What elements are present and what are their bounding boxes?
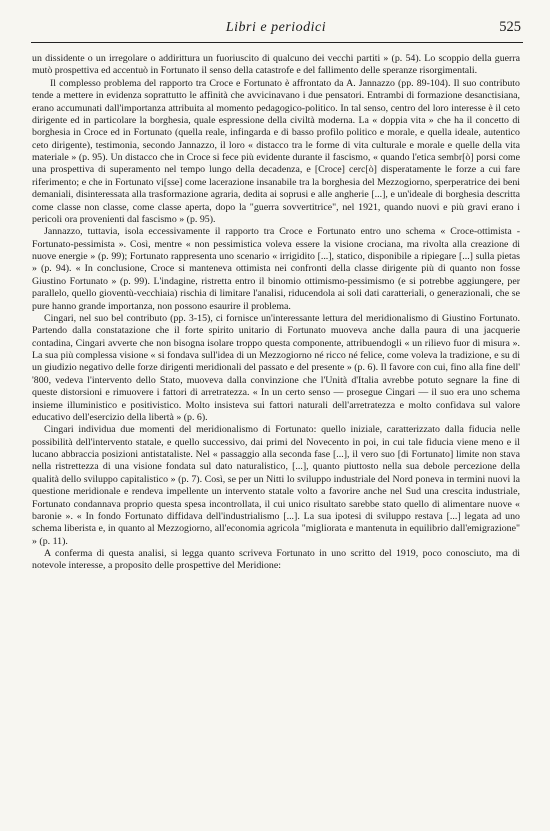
running-title: Libri e periodici bbox=[225, 20, 327, 35]
paragraph-2: Il complesso problema del rapporto tra Croce e Fortunato è affrontato da A. Jannazzo (pp. 89-104). Il suo contributo tende a mettere in evidenza soprattutto le affinità che avvicinavano i due pensatori. Entrambi di formazione desanctisiana, erano accumunati dall'importanza attribuita al momento pedagogico-politico. In tal senso, centro del loro interesse è il ceto dirigente ed in particolare la borghesia, quale espressione della civiltà moderna. La « doppia vita » che ha il concetto di borghesia in Croce ed in Fortunato (quella reale, infingarda e di basso profilo politico e morale, e quella ideale, autentico ceto dirigente), testimonia, secondo Jannazzo, il loro « distacco tra le forme di vita culturale e morale e quelle della vita materiale » (p. 95). Un distacco che in Croce si fece più evidente durante il fascismo, « quando l'etica sembr[ò] porsi come una prospettiva di superamento nel tempo lungo della decadenza, e [Croce] cerc[ò] disperatamente le forze a cui fare riferimento; e che in Fortunato vi[sse] come lacerazione insanabile tra la borghesia del Mezzogiorno, sperperatrice dei beni demaniali, disinteressata alla trasformazione agraria, dedita ai soprusi e alle angherie [...], e un'ideale di borghesia descritta come classe non classe, come classe aperta, dopo la "guerra sovvertitrice", nel 1921, quando nuovi e più gravi erano i pericoli ora provenienti dal fascismo » (p. 95). bbox=[32, 77, 520, 225]
page-number: 525 bbox=[499, 19, 521, 35]
page-header bbox=[31, 14, 521, 40]
paragraph-3: Jannazzo, tuttavia, isola eccessivamente il rapporto tra Croce e Fortunato entro uno schema « Croce-ottimista - Fortunato-pessimista ». Così, mentre « non pessimistica voleva essere la visione crociana, ma rivolta alla creazione di nuove energie » (p. 99); Fortunato rappresenta uno scenario « irrigidito [...], statico, disponibile a ripiegare [...] sulla pietas » (p. 94). « In conclusione, Croce si manteneva ottimista nei confronti della classe dirigente più di quanto non fosse Giustino Fortunato » (p. 99). L'indagine, ristretta entro il binomio ottimismo-pessimismo (e si potrebbe aggiungere, per parallelo, quello gioventù-vecchiaia) rischia di limitare l'analisi, riducendola ai soli dati caratteriali, o generazionali, che se pure hanno grande importanza, non possono esaurire il problema. bbox=[32, 226, 520, 312]
paragraph-6: A conferma di questa analisi, si legga quanto scriveva Fortunato in uno scritto del 1919, poco conosciuto, ma di notevole interesse, a proposito delle prospettive del Meridione: bbox=[32, 548, 520, 572]
article-body bbox=[32, 53, 520, 573]
paragraph-5: Cingari individua due momenti del meridionalismo di Fortunato: quello iniziale, caratterizzato dalla fiducia nelle possibilità dell'intervento statale, e quello successivo, dai primi del Novecento in poi, in cui tale fiducia viene meno e il lucano abbraccia posizioni antistataliste. Nel « passaggio alla seconda fase [...], il vero suo [di Fortunato] limite non stava nella ristrettezza di una visione fondata sul dato naturalistico, [...], quanto piuttosto nella sua debole percezione della qualità dello sviluppo capitalistico » (p. 7). Così, se per un Nitti lo sviluppo industriale del Nord poneva in termini nuovi la questione meridionale e rendeva impellente un intervento statale volto a favorire anche nel Sud una crescita industriale, Fortunato condannava proprio questa spesa incontrollata, il cui unico risultato sarebbe stato quello di alimentare nuove « baronie ». « In fondo Fortunato diffidava dell'industrialismo [...]. La sua ipotesi di sviluppo restava [...] legata ad uno schema liberista e, in quanto al Mezzogiorno, all'economia agricola "migliorata e mantenuta in equilibrio dall'emigrazione" » (p. 11). bbox=[32, 424, 520, 547]
paragraph-1: un dissidente o un irregolare o addirittura un fuoriuscito di qualcuno dei vecchi partiti » (p. 54). Lo scoppio della guerra mutò prospettiva ed accentuò in Fortunato il senso della catastrofe e del fallimento delle speranze risorgimentali. bbox=[32, 53, 520, 77]
header-rule bbox=[31, 42, 523, 43]
paragraph-4: Cingari, nel suo bel contributo (pp. 3-15), ci fornisce un'interessante lettura del meridionalismo di Giustino Fortunato. Partendo dalla constatazione che il forte spirito unitario di Fortunato muoveva anche dalla paura di una jacquerie contadina, Cingari avverte che non bisogna isolare troppo questa componente, attribuendogli « un rilievo fuor di misura ». La sua più complessa visione « si fondava sull'idea di un Mezzogiorno né ricco né felice, come voleva la tradizione, e su di un giudizio negativo delle forze dirigenti meridionali del passato e del presente » (p. 6). Il favore con cui, fino alla fine dell' '800, vedeva l'intervento dello Stato, muoveva dalla convinzione che l'Unità d'Italia avrebbe potuto segnare la fine di queste distorsioni e rimuovere i fattori di arretratezza. « In un certo senso — prosegue Cingari — il suo era uno schema insieme illuministico e positivistico. Molto insisteva sui fattori naturali dell'arretratezza e molto confidava sul valore educativo dell'esercizio della libertà » (p. 6). bbox=[32, 312, 520, 423]
